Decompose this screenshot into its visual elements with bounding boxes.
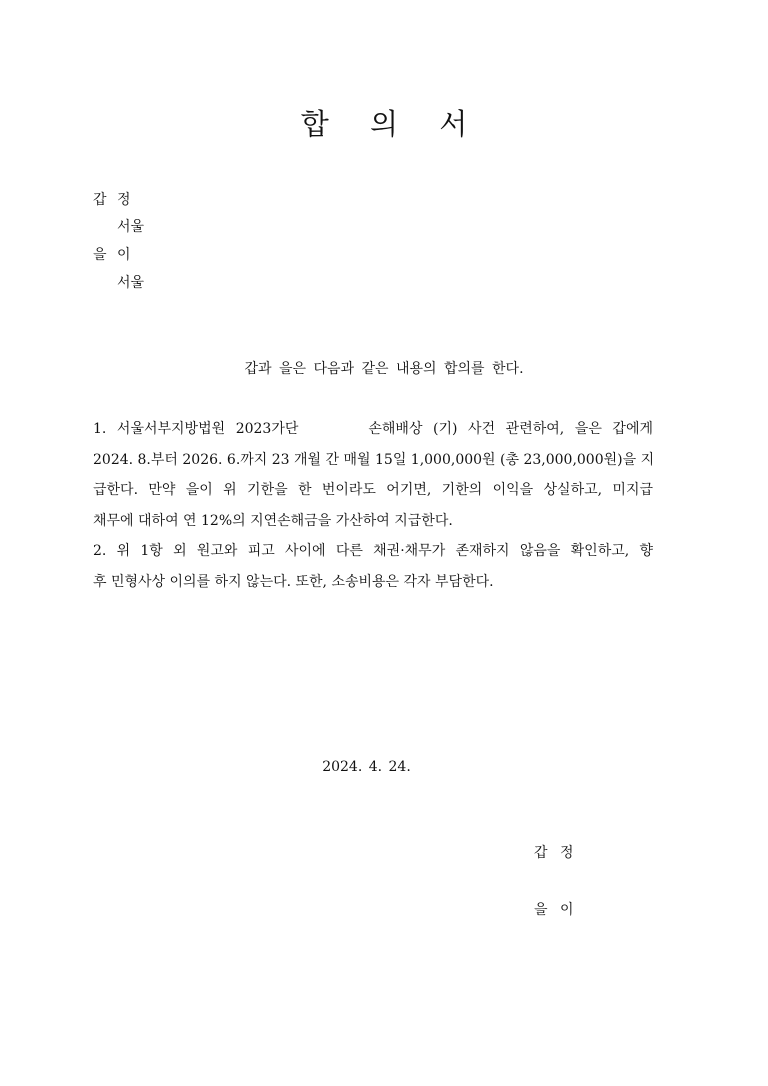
party-gap-address: 서울 xyxy=(117,219,145,235)
agreement-date: 2024. 4. 24. xyxy=(322,759,411,775)
party-gap-label: 갑 정 xyxy=(93,192,134,208)
party-eul-address: 서울 xyxy=(117,275,145,291)
clause-1-line-4: 채무에 대하여 연 12%의 지연손해금을 가산하여 지급한다. xyxy=(93,512,453,529)
agreement-clauses xyxy=(93,414,653,598)
agreement-intro: 갑과 을은 다음과 같은 내용의 합의를 한다. xyxy=(244,361,524,377)
clause-1-line-3: 급한다. 만약 을이 위 기한을 한 번이라도 어기면, 기한의 이익을 상실하고, 미지급 xyxy=(93,482,653,499)
party-eul-label: 을 이 xyxy=(93,247,134,263)
clause-1-case-text: 손해배상 (기) 사건 관련하여, 을은 갑에게 xyxy=(368,421,653,437)
signatory-gap: 갑 정 xyxy=(534,845,578,861)
clause-1-line-2: 2024. 8.부터 2026. 6.까지 23 개월 간 매월 15일 1,000,000원 (총 23,000,000원)을 지 xyxy=(93,451,655,468)
clause-2-line-1: 2. 위 1항 외 원고와 피고 사이에 다른 채권·채무가 존재하지 않음을 확인하고, 향 xyxy=(93,543,653,560)
clause-1-line-1 xyxy=(93,414,653,445)
signatory-eul: 을 이 xyxy=(534,902,578,918)
clause-2-line-2: 후 민형사상 이의를 하지 않는다. 또한, 소송비용은 각자 부담한다. xyxy=(93,573,494,590)
clause-1-case-number: 1. 서울서부지방법원 2023가단 xyxy=(93,421,299,437)
document-title: 합 의 서 xyxy=(300,107,484,141)
